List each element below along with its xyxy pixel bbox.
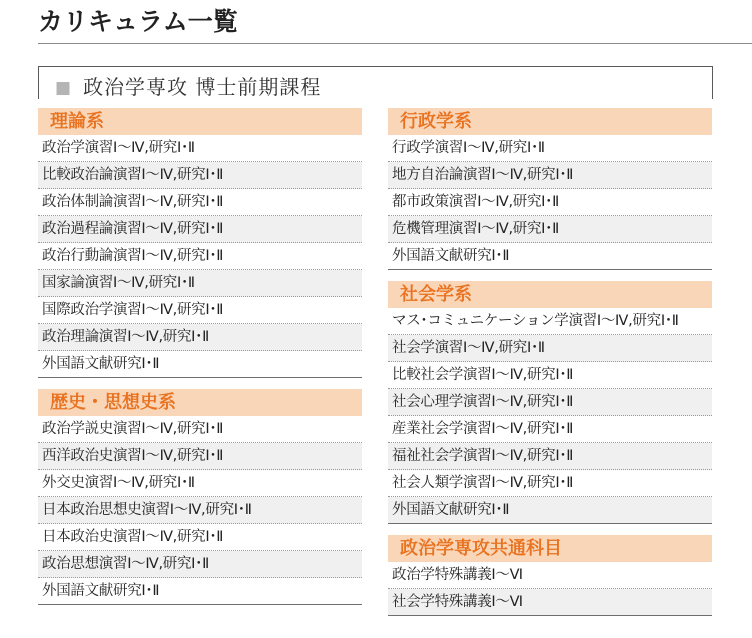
course-item: 日本政治史演習Ⅰ〜Ⅳ,研究Ⅰ･Ⅱ — [38, 524, 362, 551]
course-item: 政治行動論演習Ⅰ〜Ⅳ,研究Ⅰ･Ⅱ — [38, 243, 362, 270]
course-item: マス･コミュニケーション学演習Ⅰ〜Ⅳ,研究Ⅰ･Ⅱ — [388, 308, 712, 335]
course-item: 政治体制論演習Ⅰ〜Ⅳ,研究Ⅰ･Ⅱ — [38, 189, 362, 216]
course-item: 社会学特殊講義Ⅰ〜Ⅵ — [388, 589, 712, 616]
section-header: 社会学系 — [388, 281, 712, 308]
course-item: 外国語文献研究Ⅰ･Ⅱ — [38, 578, 362, 605]
course-item: 比較政治論演習Ⅰ〜Ⅳ,研究Ⅰ･Ⅱ — [38, 162, 362, 189]
program-title: 政治学専攻 博士前期課程 — [83, 75, 322, 99]
course-list — [388, 308, 712, 524]
page-title: カリキュラム一覧 — [38, 7, 238, 36]
course-item: 産業社会学演習Ⅰ〜Ⅳ,研究Ⅰ･Ⅱ — [388, 416, 712, 443]
course-item: 都市政策演習Ⅰ〜Ⅳ,研究Ⅰ･Ⅱ — [388, 189, 712, 216]
left-column — [38, 108, 362, 605]
course-item: 政治学特殊講義Ⅰ〜Ⅵ — [388, 562, 712, 589]
course-item: 政治学説史演習Ⅰ〜Ⅳ,研究Ⅰ･Ⅱ — [38, 416, 362, 443]
course-item: 政治思想演習Ⅰ〜Ⅳ,研究Ⅰ･Ⅱ — [38, 551, 362, 578]
course-item: 福祉社会学演習Ⅰ〜Ⅳ,研究Ⅰ･Ⅱ — [388, 443, 712, 470]
section-theory — [38, 108, 362, 378]
course-item: 政治理論演習Ⅰ〜Ⅳ,研究Ⅰ･Ⅱ — [38, 324, 362, 351]
course-list — [38, 416, 362, 605]
course-list — [38, 135, 362, 378]
course-item: 外国語文献研究Ⅰ･Ⅱ — [38, 351, 362, 378]
course-item: 西洋政治史演習Ⅰ〜Ⅳ,研究Ⅰ･Ⅱ — [38, 443, 362, 470]
course-item: 危機管理演習Ⅰ〜Ⅳ,研究Ⅰ･Ⅱ — [388, 216, 712, 243]
square-bullet-icon: ■ — [55, 78, 72, 98]
course-item: 外交史演習Ⅰ〜Ⅳ,研究Ⅰ･Ⅱ — [38, 470, 362, 497]
course-item: 行政学演習Ⅰ〜Ⅳ,研究Ⅰ･Ⅱ — [388, 135, 712, 162]
course-item: 社会人類学演習Ⅰ〜Ⅳ,研究Ⅰ･Ⅱ — [388, 470, 712, 497]
course-item: 政治過程論演習Ⅰ〜Ⅳ,研究Ⅰ･Ⅱ — [38, 216, 362, 243]
section-header: 行政学系 — [388, 108, 712, 135]
section-header: 歴史・思想史系 — [38, 389, 362, 416]
course-list — [388, 135, 712, 270]
section-sociology — [388, 281, 712, 524]
section-common-subjects — [388, 535, 712, 616]
course-item: 外国語文献研究Ⅰ･Ⅱ — [388, 243, 712, 270]
right-column — [388, 108, 712, 616]
course-list — [388, 562, 712, 616]
course-item: 国際政治学演習Ⅰ〜Ⅳ,研究Ⅰ･Ⅱ — [38, 297, 362, 324]
course-item: 地方自治論演習Ⅰ〜Ⅳ,研究Ⅰ･Ⅱ — [388, 162, 712, 189]
section-public-administration — [388, 108, 712, 270]
course-item: 社会心理学演習Ⅰ〜Ⅳ,研究Ⅰ･Ⅱ — [388, 389, 712, 416]
course-item: 比較社会学演習Ⅰ〜Ⅳ,研究Ⅰ･Ⅱ — [388, 362, 712, 389]
title-divider — [38, 43, 752, 44]
section-header: 政治学専攻共通科目 — [388, 535, 712, 562]
section-header: 理論系 — [38, 108, 362, 135]
course-item: 外国語文献研究Ⅰ･Ⅱ — [388, 497, 712, 524]
course-item: 社会学演習Ⅰ〜Ⅳ,研究Ⅰ･Ⅱ — [388, 335, 712, 362]
program-heading-box — [38, 66, 713, 99]
course-item: 日本政治思想史演習Ⅰ〜Ⅳ,研究Ⅰ･Ⅱ — [38, 497, 362, 524]
course-item: 国家論演習Ⅰ〜Ⅳ,研究Ⅰ･Ⅱ — [38, 270, 362, 297]
section-history-thought — [38, 389, 362, 605]
course-item: 政治学演習Ⅰ〜Ⅳ,研究Ⅰ･Ⅱ — [38, 135, 362, 162]
